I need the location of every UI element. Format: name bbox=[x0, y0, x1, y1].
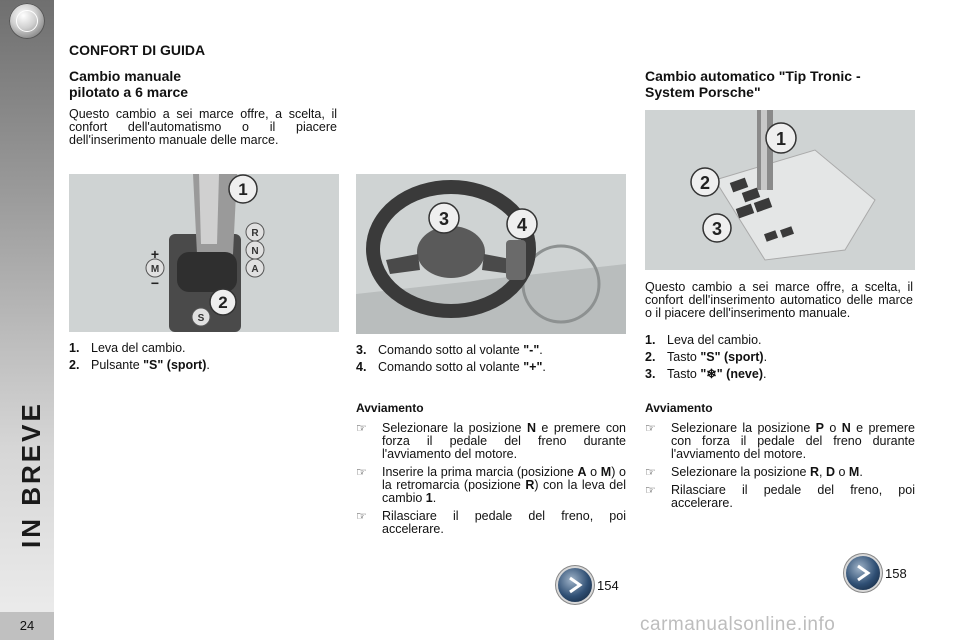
page-reference-154[interactable]: 154 bbox=[558, 568, 619, 602]
wheel-legend bbox=[356, 342, 626, 376]
section-title-vertical: IN BREVE bbox=[16, 401, 46, 548]
label-1: 1 bbox=[775, 129, 787, 149]
page-number: 24 bbox=[0, 612, 54, 640]
pointer-icon: ☞ bbox=[645, 465, 656, 479]
auto-title: Cambio automatico "Tip Tronic - System Porsche" bbox=[645, 68, 861, 100]
auto-start-steps bbox=[645, 422, 915, 515]
step-item: ☞ Inserire la prima marcia (posizione A o M) o la retromarcia (posizione R) con la leva del cambio 1. bbox=[356, 465, 626, 505]
page-reference-158[interactable]: 158 bbox=[846, 556, 907, 590]
label-R: R bbox=[251, 228, 259, 239]
brand-logo bbox=[9, 3, 45, 39]
step-item: ☞ Rilasciare il pedale del freno, poi accelerare. bbox=[645, 483, 915, 510]
label-M: M bbox=[150, 264, 160, 275]
pointer-icon: ☞ bbox=[356, 421, 367, 435]
label-N: N bbox=[251, 246, 259, 257]
arrow-right-icon bbox=[846, 556, 880, 590]
watermark: carmanualsonline.info bbox=[640, 614, 836, 635]
manual-legend bbox=[69, 340, 339, 374]
auto-legend bbox=[645, 332, 915, 383]
legend-item: 1. Leva del cambio. bbox=[69, 341, 186, 355]
label-3: 3 bbox=[711, 219, 723, 239]
step-item: ☞ Selezionare la posizione N e premere con forza il pedale del freno durante l'avviamento del motore. bbox=[356, 421, 626, 461]
label-1: 1 bbox=[238, 180, 248, 199]
manual-title: Cambio manuale pilotato a 6 marce bbox=[69, 68, 189, 100]
manual-intro: Questo cambio a sei marce offre, a scelta, il confort dell'automatismo o il piacere dell'inserimento manuale delle marce. bbox=[69, 107, 337, 147]
page-heading: CONFORT DI GUIDA bbox=[69, 42, 206, 58]
pointer-icon: ☞ bbox=[356, 465, 367, 479]
pointer-icon: ☞ bbox=[645, 483, 656, 497]
label-plus: + bbox=[150, 246, 160, 262]
label-4: 4 bbox=[516, 215, 528, 235]
label-A: A bbox=[251, 264, 259, 275]
auto-gearbox-figure bbox=[645, 110, 915, 270]
pointer-icon: ☞ bbox=[356, 509, 367, 523]
wheel-start-title: Avviamento bbox=[356, 401, 424, 415]
manual-gearbox-figure bbox=[69, 174, 339, 332]
step-item: ☞ Selezionare la posizione R, D o M. bbox=[645, 465, 863, 479]
legend-item: 3. Comando sotto al volante "-". bbox=[356, 343, 543, 357]
legend-item: 4. Comando sotto al volante "+". bbox=[356, 360, 546, 374]
wheel-start-steps bbox=[356, 422, 626, 541]
legend-item: 2. Tasto "S" (sport). bbox=[645, 350, 768, 364]
label-minus: − bbox=[150, 275, 160, 291]
label-2: 2 bbox=[218, 293, 228, 312]
legend-item: 3. Tasto "❄" (neve). bbox=[645, 367, 767, 381]
arrow-right-icon bbox=[558, 568, 592, 602]
legend-item: 2. Pulsante "S" (sport). bbox=[69, 358, 210, 372]
step-item: ☞ Rilasciare il pedale del freno, poi accelerare. bbox=[356, 509, 626, 536]
label-2: 2 bbox=[699, 173, 711, 193]
legend-item: 1. Leva del cambio. bbox=[645, 333, 762, 347]
auto-intro: Questo cambio a sei marce offre, a scelta, il confort dell'inserimento automatico delle marce o il piacere dell'inserimento manuale. bbox=[645, 280, 913, 320]
auto-start-title: Avviamento bbox=[645, 401, 713, 415]
steering-wheel-figure bbox=[356, 174, 626, 334]
step-item: ☞ Selezionare la posizione P o N e premere con forza il pedale del freno durante l'avviamento del motore. bbox=[645, 421, 915, 461]
label-3: 3 bbox=[438, 209, 450, 229]
label-S: S bbox=[197, 313, 205, 324]
pointer-icon: ☞ bbox=[645, 421, 656, 435]
